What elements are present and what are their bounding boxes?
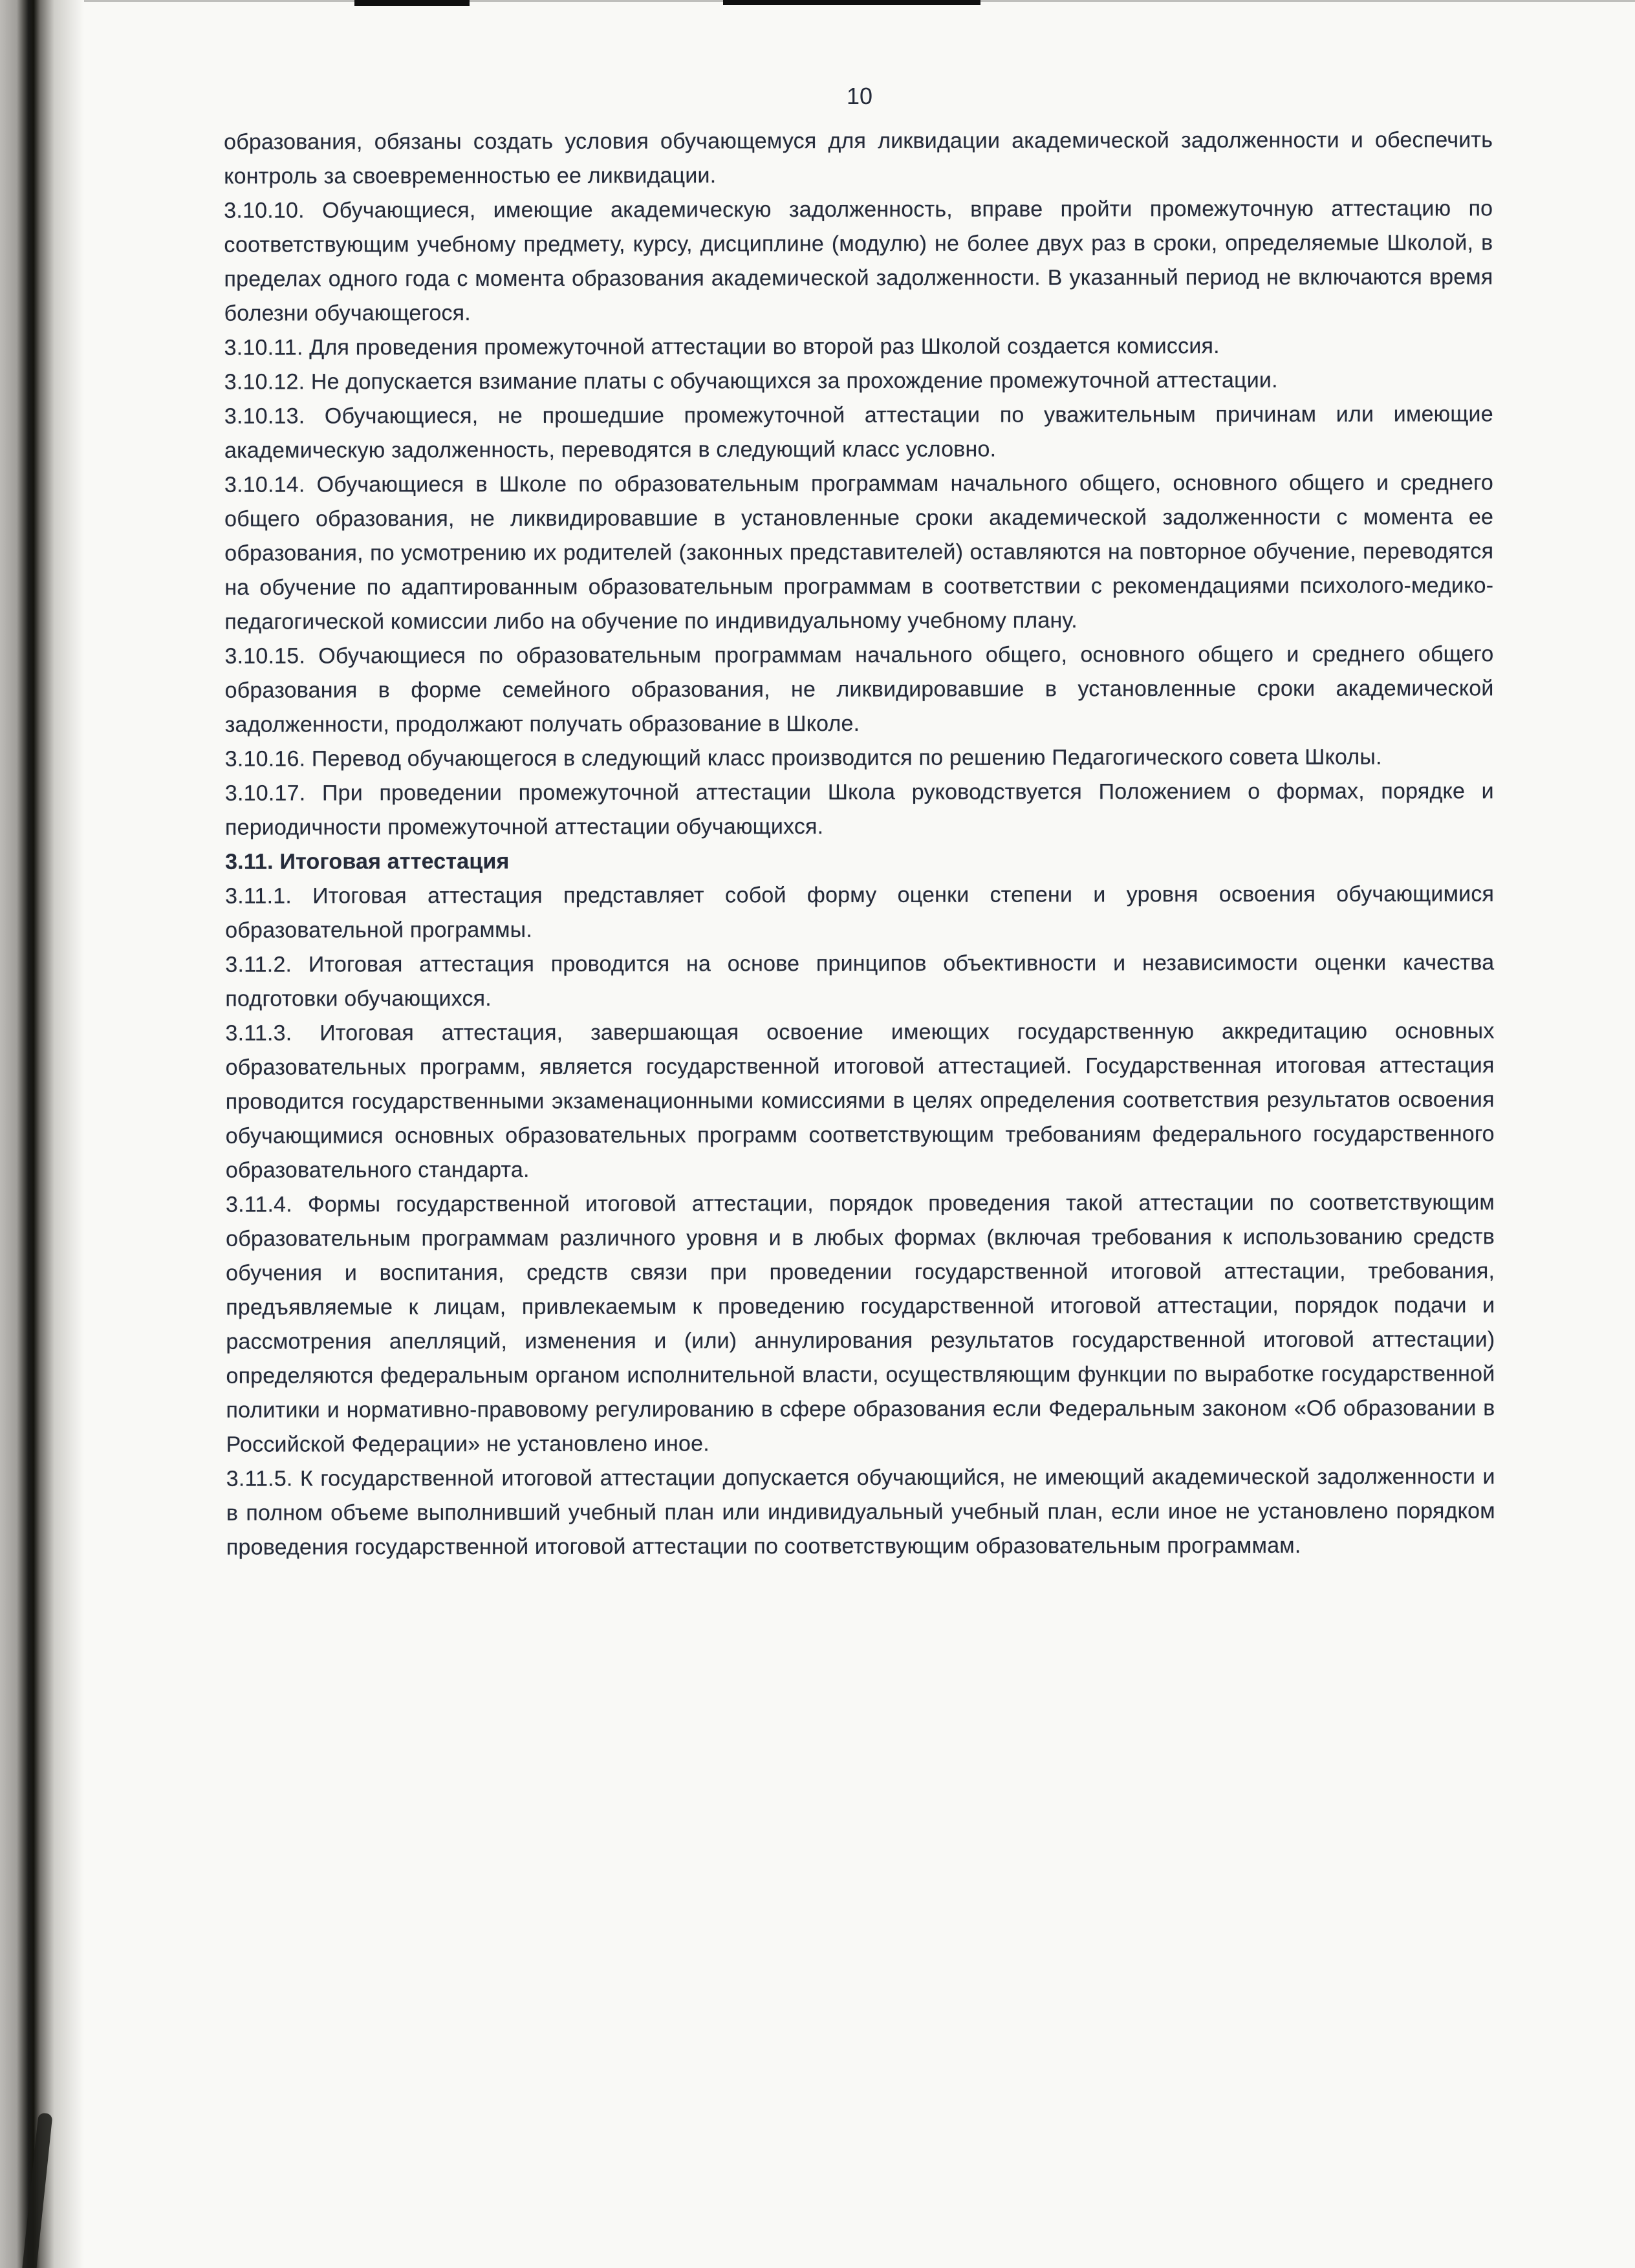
scan-artifact-top-center <box>723 0 980 5</box>
paragraph-3-11-5: 3.11.5. К государственной итоговой аттестации допускается обучающийся, не имеющий академической задолженности и в полном объеме выполнивший учебный план или индивидуальный учебный план, если иное не установлено порядком проведения государственной итоговой аттестации по соответствующим образовательным программам. <box>226 1464 1495 1560</box>
paragraph-3-10-11: 3.10.11. Для проведения промежуточной аттестации во второй раз Школой создается комиссия. <box>224 334 1220 360</box>
left-binding-shadow <box>0 0 84 2268</box>
paragraph-3-11-1: 3.11.1. Итоговая аттестация представляет собой форму оценки степени и уровня освоения обучающимися образовательной программы. <box>225 881 1495 943</box>
paragraph-3-11-4: 3.11.4. Формы государственной итоговой аттестации, порядок проведения такой аттестации по соответствующим образовательным программам различного уровня и в любых формах (включая требования к использованию средств обучения и воспитания, средств связи при проведении государственной итоговой аттестации, требования, предъявляемые к лицам, привлекаемым к проведению государственной итоговой аттестации, порядок подачи и рассмотрения апелляций, изменения и (или) аннулирования результатов государственной итоговой аттестации) определяются федеральным органом исполнительной власти, осуществляющим функции по выработке государственной политики и нормативно-правовому регулированию в сфере образования если Федеральным законом «Об образовании в Российской Федерации» не установлено иное. <box>225 1190 1495 1457</box>
page-number: 10 <box>846 83 873 109</box>
paragraph-3-10-16: 3.10.16. Перевод обучающегося в следующий класс производится по решению Педагогического совета Школы. <box>224 744 1382 772</box>
section-heading-3-11: 3.11. Итоговая аттестация <box>225 848 510 874</box>
paragraph-3-10-17: 3.10.17. При проведении промежуточной аттестации Школа руководствуется Положением о формах, порядке и периодичности промежуточной аттестации обучающихся. <box>224 779 1494 840</box>
paragraph-3-10-14: 3.10.14. Обучающиеся в Школе по образовательным программам начального общего, основного общего и среднего общего образования, не ликвидировавшие в установленные сроки академической задолженности с момента ее образования, по усмотрению их родителей (законных представителей) оставляются на повторное обучение, переводятся на обучение по адаптированным образовательным программам в соответствии с рекомендациями психолого-медико-педагогической комиссии либо на обучение по индивидуальному учебному плану. <box>224 470 1494 634</box>
paragraph-3-10-15: 3.10.15. Обучающиеся по образовательным программам начального общего, основного общего и среднего общего образования в форме семейного образования, не ликвидировавшие в установленные сроки академической задолженности, продолжают получать образование в Школе. <box>224 642 1494 737</box>
paragraph-3-11-3: 3.11.3. Итоговая аттестация, завершающая освоение имеющих государственную аккредитацию основных образовательных программ, является государственной итоговой аттестацией. Государственная итоговая аттестация проводится государственными экзаменационными комиссиями в целях определения соответствия результатов освоения обучающимися основных образовательных программ соответствующим требованиям федерального государственного образовательного стандарта. <box>225 1019 1495 1183</box>
scan-artifact-top-left <box>354 0 470 6</box>
paragraph-3-11-2: 3.11.2. Итоговая аттестация проводится на основе принципов объективности и независимости оценки качества подготовки обучающихся. <box>225 950 1495 1011</box>
paragraph-3-10-10: 3.10.10. Обучающиеся, имеющие академическую задолженность, вправе пройти промежуточную аттестацию по соответствующим учебному предмету, курсу, дисциплине (модулю) не более двух раз в сроки, определяемые Школой, в пределах одного года с момента образования академической задолженности. В указанный период не включаются время болезни обучающегося. <box>224 196 1493 326</box>
document-body <box>224 123 1495 1564</box>
paragraph-continuation: образования, обязаны создать условия обучающемуся для ликвидации академической задолженности и обеспечить контроль за своевременностью ее ликвидации. <box>224 127 1493 189</box>
paragraph-3-10-13: 3.10.13. Обучающиеся, не прошедшие промежуточной аттестации по уважительным причинам или имеющие академическую задолженность, переводятся в следующий класс условно. <box>224 402 1493 463</box>
paragraph-3-10-12: 3.10.12. Не допускается взимание платы с обучающихся за прохождение промежуточной аттестации. <box>224 367 1278 394</box>
